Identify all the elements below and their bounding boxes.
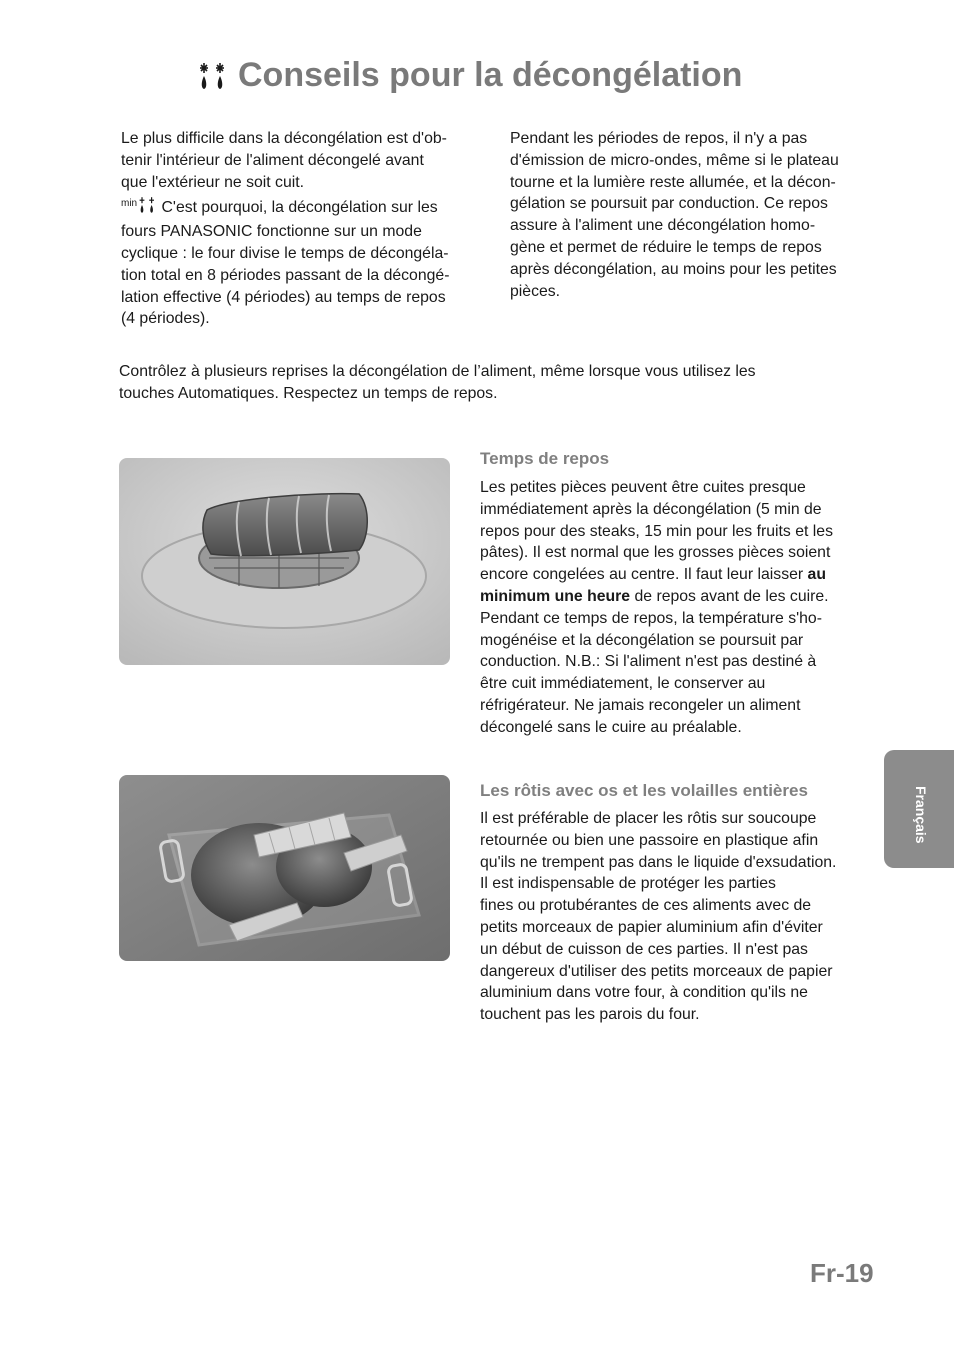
text-line: gène et permet de réduire le temps de repos xyxy=(510,238,822,256)
intro-left-paragraph xyxy=(121,128,449,330)
defrost-icon xyxy=(200,61,228,91)
text-line: Il est préférable de placer les rôtis sur soucoupe xyxy=(480,810,817,827)
text-line: mogénéise et la décongélation se poursuit par xyxy=(480,631,804,649)
text-line: (4 périodes). xyxy=(121,310,210,328)
text-line: tion total en 8 périodes passant de la décongé- xyxy=(121,266,450,284)
section-heading-roasts-poultry: Les rôtis avec os et les volailles entières xyxy=(480,781,808,800)
text-line: petits morceaux de papier aluminium afin d'éviter xyxy=(480,918,823,936)
text-line: lation effective (4 périodes) au temps de repos xyxy=(121,288,446,306)
defrost-icon xyxy=(139,196,157,221)
min-label: min xyxy=(121,198,138,210)
text-line xyxy=(121,193,449,221)
text-line: Contrôlez à plusieurs reprises la décongélation de l’aliment, même lorsque vous utilisez les xyxy=(119,363,756,380)
text-line: Le plus difficile dans la décongélation est d'ob- xyxy=(121,130,447,147)
text-segment: de repos avant de les cuire. xyxy=(630,587,829,605)
text-line: réfrigérateur. Ne jamais recongeler un aliment xyxy=(480,696,801,714)
text-line: d'émission de micro-ondes, même si le plateau xyxy=(510,151,839,169)
text-line: touchent pas les parois du four. xyxy=(480,1006,700,1024)
emphasis-text: au xyxy=(807,566,826,584)
text-line: Les petites pièces peuvent être cuites presque xyxy=(480,479,806,496)
language-tab-label: Français xyxy=(913,786,929,844)
text-line: aluminium dans votre four, à condition qu'ils ne xyxy=(480,984,808,1002)
text-line: fines ou protubérantes de ces aliments avec de xyxy=(480,897,812,915)
intro-right-paragraph xyxy=(510,128,839,302)
notice-paragraph xyxy=(119,361,756,405)
text-line: touches Automatiques. Respectez un temps de repos. xyxy=(119,384,498,402)
text-line: un début de cuisson de ces parties. Il n'est pas xyxy=(480,940,808,958)
emphasis-text: minimum une heure xyxy=(480,587,631,605)
text-line xyxy=(480,564,833,586)
text-line: après décongélation, au moins pour les petites xyxy=(510,260,837,278)
roasts-poultry-paragraph xyxy=(480,808,836,1026)
resting-time-paragraph xyxy=(480,477,833,739)
text-line: repos pour des steaks, 15 min pour les fruits et les xyxy=(480,522,833,540)
roast-on-rack-photo xyxy=(119,458,450,665)
page-title-text: Conseils pour la décongélation xyxy=(238,56,743,94)
text-line: retournée ou bien une passoire en plastique afin xyxy=(480,831,819,849)
text-line xyxy=(480,586,833,608)
text-line: tourne et la lumière reste allumée, et la décon- xyxy=(510,173,836,191)
page-title xyxy=(200,56,742,95)
text-line: que l'extérieur ne soit cuit. xyxy=(121,173,305,191)
text-line: décongelé sans le cuire au préalable. xyxy=(480,718,742,736)
section-heading-resting-time: Temps de repos xyxy=(480,449,610,468)
text-line: Il est indispensable de protéger les parties xyxy=(480,875,776,893)
text-line: conduction. N.B.: Si l'aliment n'est pas destiné à xyxy=(480,653,817,671)
text-line: qu'ils ne trempent pas dans le liquide d'exsudation. xyxy=(480,853,837,871)
text-line: assure à l'aliment une décongélation homo- xyxy=(510,217,816,235)
text-line: pièces. xyxy=(510,282,561,300)
text-line: dangereux d'utiliser des petits morceaux de papier xyxy=(480,962,833,980)
text-line: fours PANASONIC fonctionne sur un mode xyxy=(121,223,422,241)
text-line: immédiatement après la décongélation (5 min de xyxy=(480,500,822,518)
page-number: Fr-19 xyxy=(810,1258,874,1288)
text-line: être cuit immédiatement, le conserver au xyxy=(480,675,766,693)
text-line: tenir l'intérieur de l'aliment décongelé avant xyxy=(121,151,424,169)
text-line-rest: C'est pourquoi, la décongélation sur les xyxy=(157,199,438,217)
poultry-in-dish-photo xyxy=(119,775,450,961)
text-line: pâtes). Il est normal que les grosses pièces soient xyxy=(480,544,831,562)
text-line: cyclique : le four divise le temps de décongéla- xyxy=(121,244,449,262)
text-line: gélation se poursuit par conduction. Ce repos xyxy=(510,195,828,213)
text-segment: encore congelées au centre. Il faut leur laisser xyxy=(480,566,808,584)
text-line: Pendant ce temps de repos, la température s'ho- xyxy=(480,609,822,627)
text-line: Pendant les périodes de repos, il n'y a pas xyxy=(510,130,808,147)
language-tab xyxy=(884,750,954,868)
